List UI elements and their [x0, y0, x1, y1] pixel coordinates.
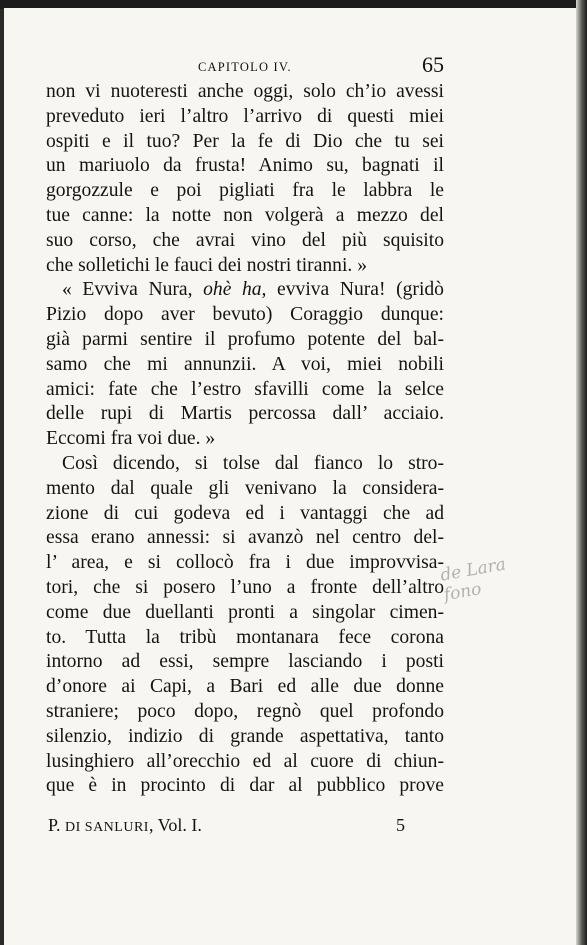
printer-signature — [48, 815, 202, 836]
text-line: suo corso, che avrai vino del più squisito — [46, 229, 444, 251]
page-footer — [48, 815, 446, 841]
text-line: Pizio dopo aver bevuto) Coraggio dunque: — [46, 304, 444, 326]
text-line: to. Tutta la tribù montanara fece corona — [46, 626, 444, 648]
text-line: d’onore ai Capi, a Bari ed alle due donne — [46, 676, 444, 698]
text-line: essa erano annessi: si avanzò nel centro del- — [46, 527, 444, 549]
text-line: samo che mi annunzii. A voi, miei nobili — [46, 353, 444, 375]
chapter-heading: CAPITOLO IV. — [198, 60, 292, 74]
text-line: un mariuolo da frusta! Animo su, bagnati il — [46, 155, 444, 177]
text-line: come due duellanti pronti a singolar cimen- — [46, 601, 444, 623]
text-line: preveduto ieri l’altro l’arrivo di questi miei — [46, 105, 444, 127]
running-header — [44, 52, 444, 82]
text-line: che solletichi le fauci dei nostri tiranni. » — [46, 254, 368, 276]
text-line: tue canne: la notte non volgerà a mezzo del — [46, 204, 444, 226]
signature-suffix: , Vol. I. — [148, 815, 202, 835]
text-line: tori, che si posero l’uno a fronte dell’altro — [46, 576, 444, 598]
signature-number: 5 — [396, 815, 405, 835]
signature-small-caps: DI SANLURI — [65, 820, 149, 835]
text-line: lusinghiero all’orecchio ed al cuore di chiun- — [46, 750, 444, 772]
text-line: l’ area, e si collocò fra i due improvvisa- — [46, 552, 444, 574]
page-number: 65 — [422, 52, 444, 77]
text-line: intorno ad essi, sempre lasciando i posti — [46, 651, 444, 673]
text-line: delle rupi di Martis percossa dall’ acciaio. — [46, 403, 444, 425]
text-line: que è in procinto di dar al pubblico prove — [46, 775, 444, 797]
book-spine-shadow — [576, 0, 587, 945]
text-line: Così dicendo, si tolse dal fianco lo stro- — [62, 452, 444, 474]
text-line: non vi nuoteresti anche oggi, solo ch’io avessi — [46, 81, 444, 102]
text-line: gorgozzule e poi pigliati fra le labbra le — [46, 180, 444, 202]
text-line: amici: fate che l’estro sfavilli come la selce — [46, 378, 444, 400]
italic-exclamation: ohè ha, — [203, 279, 267, 301]
text-line: mento dal quale gli venivano la considera- — [46, 477, 444, 499]
paragraph-1 — [46, 80, 444, 278]
text-line: silenzio, indizio di grande aspettativa, tanto — [46, 725, 444, 747]
text-line: già parmi sentire il profumo potente del bal- — [46, 328, 444, 350]
text-line: zione di cui godeva ed i vantaggi che ad — [46, 502, 444, 524]
text-line: Eccomi fra voi due. » — [46, 428, 216, 450]
paragraph-3 — [46, 452, 444, 799]
page-body — [46, 80, 444, 799]
signature-prefix: P. — [48, 815, 66, 835]
handwritten-margin-note: de Lara fono — [438, 554, 508, 606]
text-line: « Evviva Nura, ohè ha, evviva Nura! (gridò — [62, 279, 444, 301]
text-line: straniere; poco dopo, regnò quel profondo — [46, 700, 444, 722]
paragraph-2 — [46, 278, 444, 452]
text-line: ospiti e il tuo? Per la fe di Dio che tu sei — [46, 130, 444, 152]
